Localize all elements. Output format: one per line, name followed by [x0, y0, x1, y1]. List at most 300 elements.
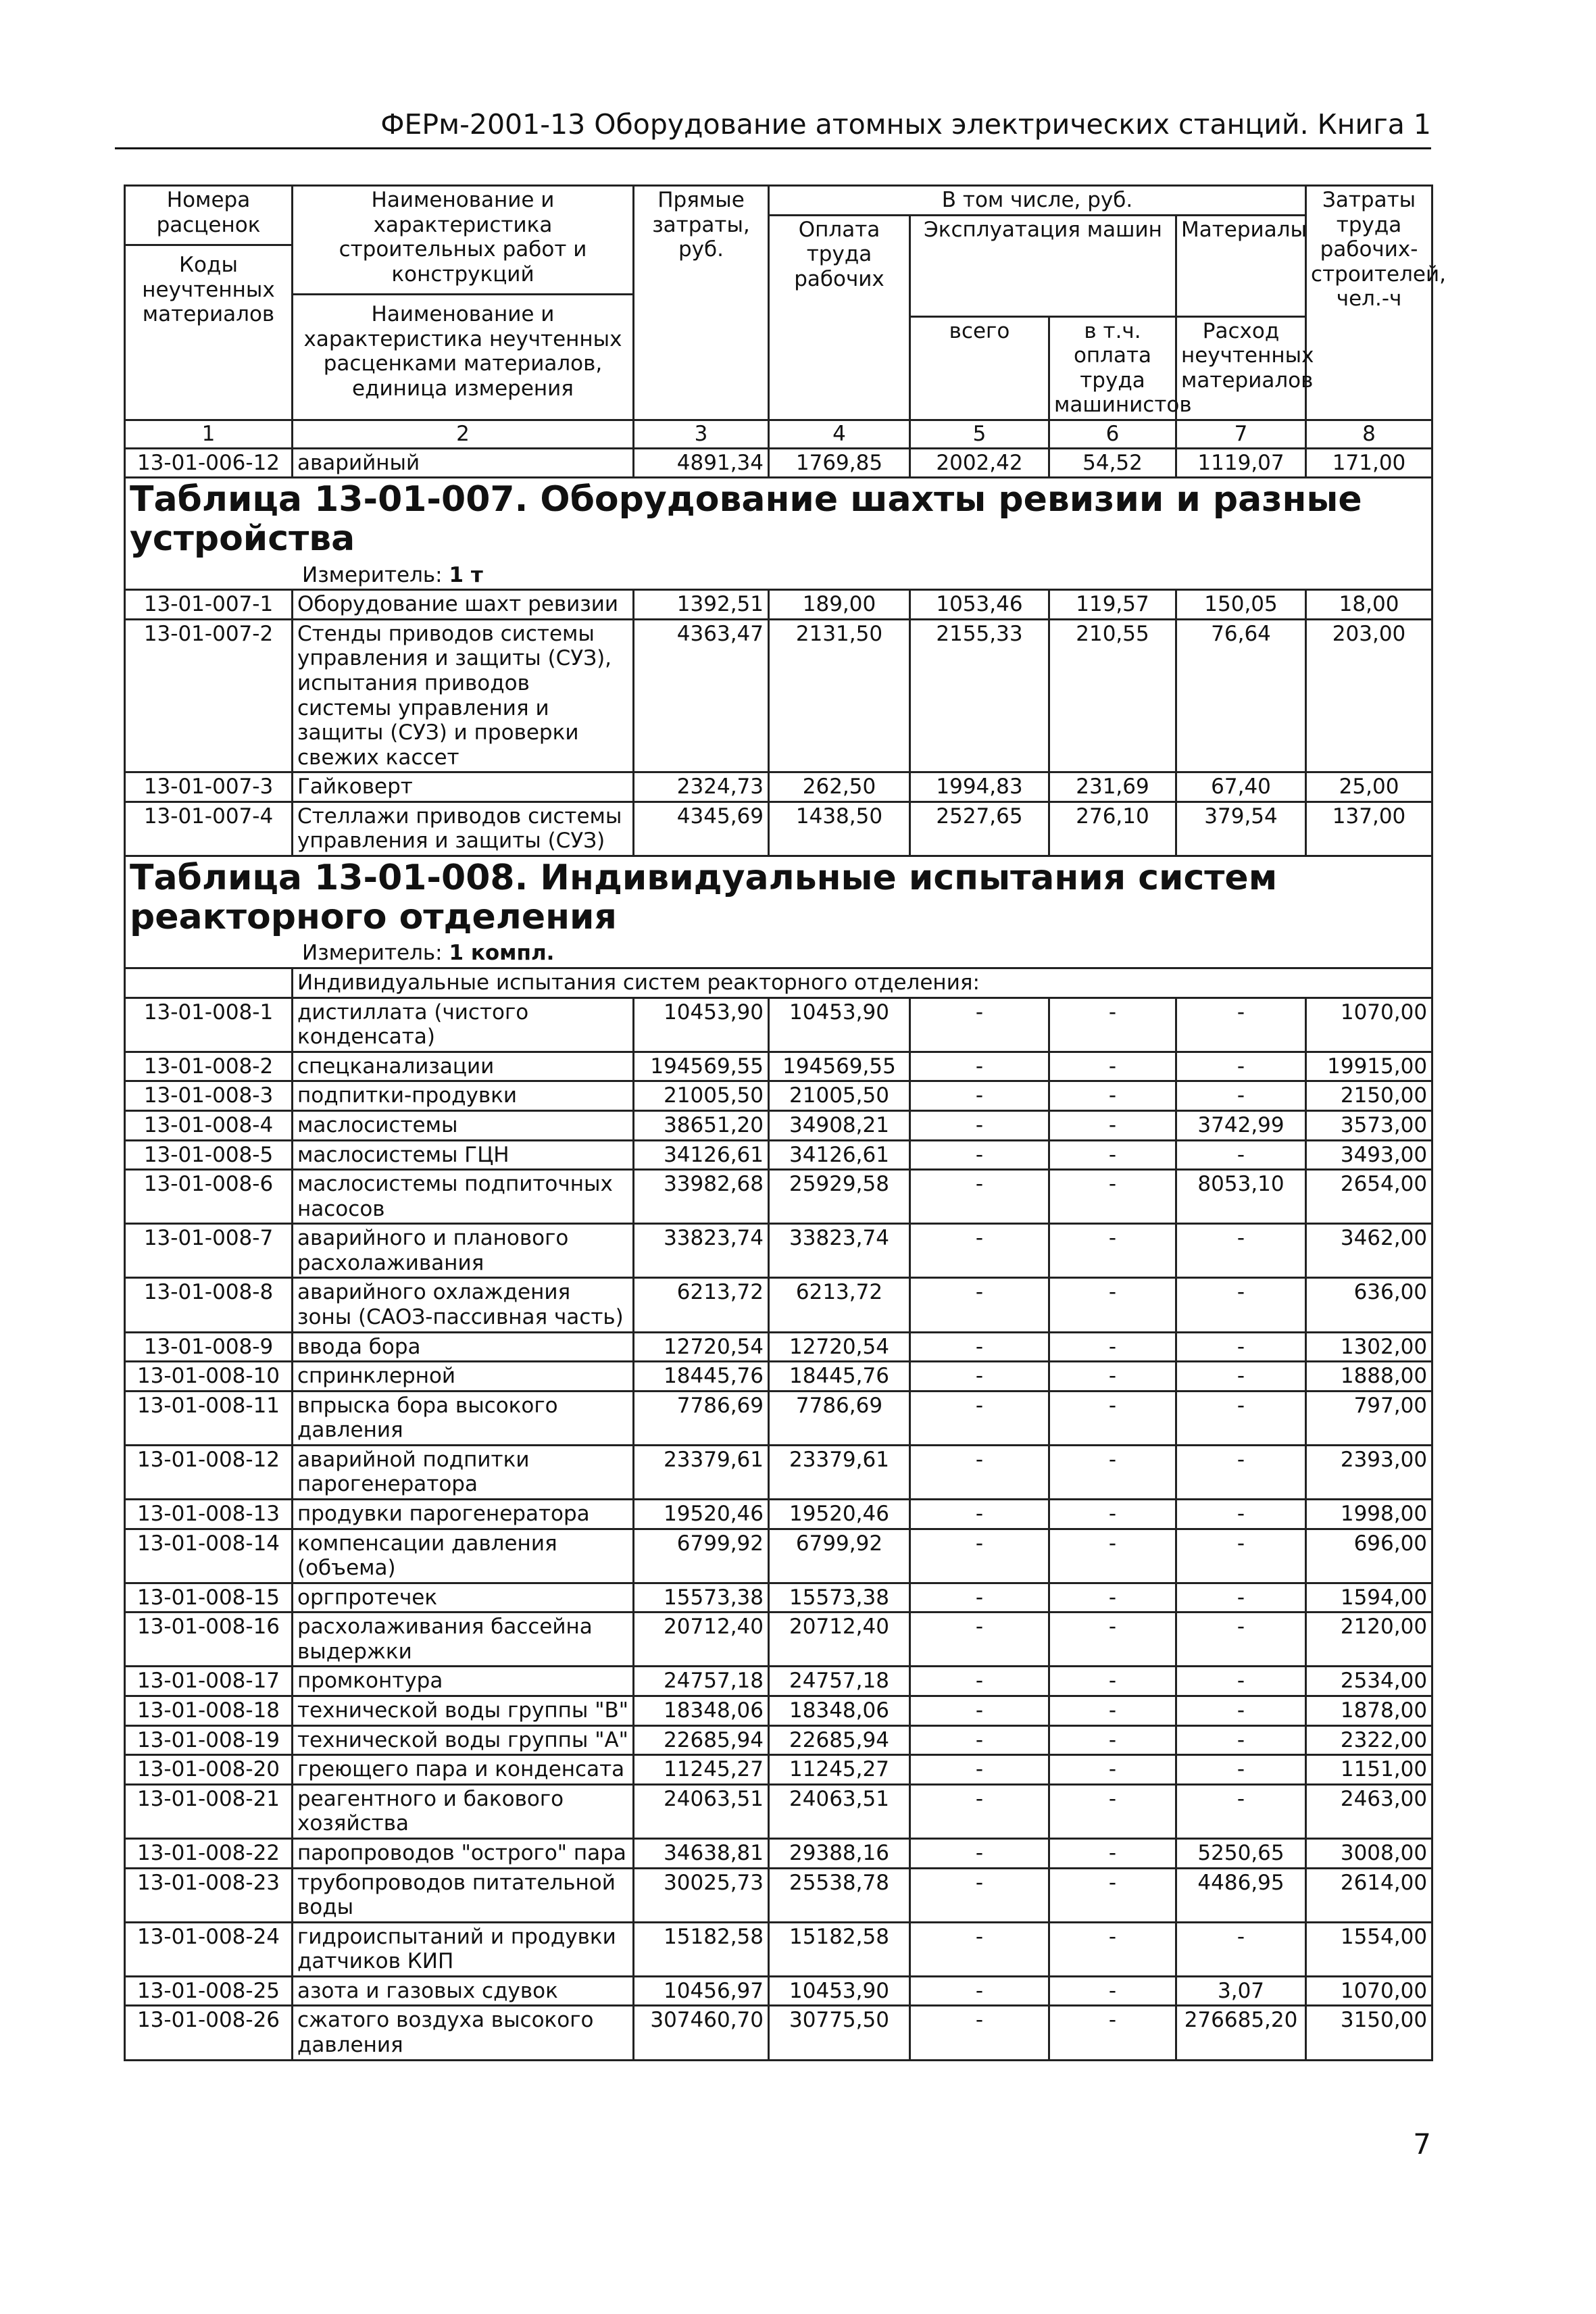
rate-name: сжатого воздуха высокого давления: [293, 2006, 634, 2060]
rate-code: 13-01-008-19: [125, 1725, 293, 1755]
rate-name: ввода бора: [293, 1332, 634, 1362]
labor-value: 3493,00: [1306, 1140, 1432, 1170]
table-row: [125, 1613, 1432, 1667]
machines-wages-value: -: [1049, 1725, 1176, 1755]
direct-costs-value: 20712,40: [634, 1613, 769, 1667]
direct-costs-value: 4891,34: [634, 448, 769, 478]
header-materials-consumption: Расход неучтенных материалов: [1176, 316, 1306, 420]
rate-code: 13-01-008-21: [125, 1784, 293, 1838]
machines-total-value: -: [910, 1140, 1049, 1170]
table-007-measure: [130, 563, 1427, 588]
table-row: [125, 1755, 1432, 1785]
machines-wages-value: 276,10: [1049, 802, 1176, 856]
machines-total-value: -: [910, 1391, 1049, 1445]
rate-name: маслосистемы: [293, 1110, 634, 1140]
table-008-title: Таблица 13-01-008. Индивидуальные испытания систем реакторного отделения: [130, 857, 1278, 938]
machines-total-value: -: [910, 1755, 1049, 1785]
table-row: [125, 998, 1432, 1052]
direct-costs-value: 6213,72: [634, 1278, 769, 1332]
machines-total-value: -: [910, 1613, 1049, 1667]
direct-costs-value: 2324,73: [634, 772, 769, 802]
rate-code: 13-01-008-10: [125, 1362, 293, 1392]
materials-value: -: [1176, 998, 1306, 1052]
table-row: [125, 1976, 1432, 2006]
materials-value: 76,64: [1176, 619, 1306, 772]
machines-total-value: -: [910, 1868, 1049, 1922]
wages-value: 30775,50: [769, 2006, 910, 2060]
rate-code: 13-01-008-17: [125, 1667, 293, 1696]
rate-code: 13-01-008-4: [125, 1110, 293, 1140]
machines-total-value: 2527,65: [910, 802, 1049, 856]
machines-wages-value: -: [1049, 1755, 1176, 1785]
header-machines-total: всего: [910, 316, 1049, 420]
table-007-caption-row: [125, 478, 1432, 590]
direct-costs-value: 38651,20: [634, 1110, 769, 1140]
materials-value: 5250,65: [1176, 1838, 1306, 1868]
rate-code: 13-01-008-16: [125, 1613, 293, 1667]
labor-value: 2654,00: [1306, 1170, 1432, 1224]
header-materials: Материалы: [1176, 215, 1306, 316]
labor-value: 2322,00: [1306, 1725, 1432, 1755]
labor-value: 3462,00: [1306, 1224, 1432, 1278]
table-row: [125, 590, 1432, 620]
table-row: [125, 1224, 1432, 1278]
measure-value: 1 компл.: [449, 941, 555, 966]
rate-code: 13-01-008-26: [125, 2006, 293, 2060]
header-material-codes: Коды неучтенных материалов: [142, 253, 275, 327]
table-row: [125, 2006, 1432, 2060]
table-row: [125, 1725, 1432, 1755]
wages-value: 1438,50: [769, 802, 910, 856]
rate-code: 13-01-008-12: [125, 1445, 293, 1499]
direct-costs-value: 30025,73: [634, 1868, 769, 1922]
header-including: В том числе, руб.: [769, 186, 1306, 216]
materials-value: -: [1176, 1922, 1306, 1976]
materials-value: -: [1176, 1784, 1306, 1838]
column-number: 6: [1049, 420, 1176, 449]
direct-costs-value: 21005,50: [634, 1081, 769, 1111]
table-row: [125, 802, 1432, 856]
wages-value: 2131,50: [769, 619, 910, 772]
machines-total-value: -: [910, 1170, 1049, 1224]
rate-code: 13-01-008-24: [125, 1922, 293, 1976]
machines-total-value: -: [910, 1362, 1049, 1392]
rate-code: 13-01-008-8: [125, 1278, 293, 1332]
labor-value: 2150,00: [1306, 1081, 1432, 1111]
materials-value: -: [1176, 1583, 1306, 1613]
rate-code: 13-01-008-13: [125, 1500, 293, 1529]
rate-name: маслосистемы ГЦН: [293, 1140, 634, 1170]
labor-value: 797,00: [1306, 1391, 1432, 1445]
column-number: 2: [293, 420, 634, 449]
wages-value: 194569,55: [769, 1052, 910, 1081]
materials-value: -: [1176, 1140, 1306, 1170]
table-row: [125, 1052, 1432, 1081]
rate-name: впрыска бора высокого давления: [293, 1391, 634, 1445]
table-row: [125, 1667, 1432, 1696]
wages-value: 18445,76: [769, 1362, 910, 1392]
machines-total-value: -: [910, 1500, 1049, 1529]
rates-table: [124, 184, 1446, 2061]
labor-value: 1070,00: [1306, 1976, 1432, 2006]
rate-code: 13-01-008-11: [125, 1391, 293, 1445]
table-row: [125, 619, 1432, 772]
wages-value: 34908,21: [769, 1110, 910, 1140]
materials-value: 67,40: [1176, 772, 1306, 802]
labor-value: 2463,00: [1306, 1784, 1432, 1838]
labor-value: 1594,00: [1306, 1583, 1432, 1613]
measure-label: Измеритель:: [302, 941, 443, 966]
machines-total-value: -: [910, 1278, 1049, 1332]
table-row: [125, 1391, 1432, 1445]
wages-value: 33823,74: [769, 1224, 910, 1278]
direct-costs-value: 34126,61: [634, 1140, 769, 1170]
direct-costs-value: 33823,74: [634, 1224, 769, 1278]
rate-name: оргпротечек: [293, 1583, 634, 1613]
wages-value: 29388,16: [769, 1838, 910, 1868]
rate-name: греющего пара и конденсата: [293, 1755, 634, 1785]
rate-code: 13-01-008-1: [125, 998, 293, 1052]
machines-wages-value: -: [1049, 1362, 1176, 1392]
direct-costs-value: 7786,69: [634, 1391, 769, 1445]
materials-value: 3742,99: [1176, 1110, 1306, 1140]
direct-costs-value: 4345,69: [634, 802, 769, 856]
labor-value: 636,00: [1306, 1278, 1432, 1332]
rate-name: Стенды приводов системы управления и защиты (СУЗ), испытания приводов системы управления и защиты (СУЗ) и проверки свежих кассет: [293, 619, 634, 772]
machines-wages-value: -: [1049, 1613, 1176, 1667]
header-cell: [125, 186, 293, 420]
machines-total-value: -: [910, 1332, 1049, 1362]
table-row: [125, 1445, 1432, 1499]
labor-value: 3008,00: [1306, 1838, 1432, 1868]
materials-value: -: [1176, 1667, 1306, 1696]
rate-name: Гайковерт: [293, 772, 634, 802]
wages-value: 22685,94: [769, 1725, 910, 1755]
machines-wages-value: -: [1049, 1224, 1176, 1278]
direct-costs-value: 15573,38: [634, 1583, 769, 1613]
materials-value: 276685,20: [1176, 2006, 1306, 2060]
materials-value: -: [1176, 1224, 1306, 1278]
rate-code: 13-01-008-7: [125, 1224, 293, 1278]
wages-value: 189,00: [769, 590, 910, 620]
materials-value: -: [1176, 1362, 1306, 1392]
machines-wages-value: -: [1049, 1696, 1176, 1726]
table-row: [125, 1332, 1432, 1362]
page-number: 7: [1413, 2127, 1431, 2161]
wages-value: 23379,61: [769, 1445, 910, 1499]
column-number: 7: [1176, 420, 1306, 449]
header-materials-name: Наименование и характеристика неучтенных расценками материалов, единица измерения: [303, 302, 622, 401]
measure-value: 1 т: [449, 562, 483, 587]
materials-value: -: [1176, 1391, 1306, 1445]
rate-code: 13-01-008-2: [125, 1052, 293, 1081]
labor-value: 2614,00: [1306, 1868, 1432, 1922]
wages-value: 6213,72: [769, 1278, 910, 1332]
direct-costs-value: 4363,47: [634, 619, 769, 772]
machines-total-value: -: [910, 1052, 1049, 1081]
machines-total-value: -: [910, 1725, 1049, 1755]
direct-costs-value: 1392,51: [634, 590, 769, 620]
rate-name: трубопроводов питательной воды: [293, 1868, 634, 1922]
direct-costs-value: 10453,90: [634, 998, 769, 1052]
rate-code: 13-01-008-5: [125, 1140, 293, 1170]
machines-wages-value: -: [1049, 1922, 1176, 1976]
table-row: [125, 772, 1432, 802]
materials-value: -: [1176, 1755, 1306, 1785]
rate-code: 13-01-007-2: [125, 619, 293, 772]
rate-name: аварийного охлаждения зоны (САОЗ-пассивная часть): [293, 1278, 634, 1332]
wages-value: 25929,58: [769, 1170, 910, 1224]
wages-value: 7786,69: [769, 1391, 910, 1445]
machines-total-value: 2002,42: [910, 448, 1049, 478]
direct-costs-value: 12720,54: [634, 1332, 769, 1362]
machines-total-value: 2155,33: [910, 619, 1049, 772]
rate-name: азота и газовых сдувок: [293, 1976, 634, 2006]
header-direct-costs: Прямые затраты, руб.: [634, 186, 769, 420]
wages-value: 25538,78: [769, 1868, 910, 1922]
table-row: [125, 1362, 1432, 1392]
machines-wages-value: -: [1049, 1445, 1176, 1499]
machines-total-value: -: [910, 1667, 1049, 1696]
machines-total-value: -: [910, 1445, 1049, 1499]
wages-value: 19520,46: [769, 1500, 910, 1529]
machines-wages-value: -: [1049, 1667, 1176, 1696]
materials-value: -: [1176, 1725, 1306, 1755]
materials-value: -: [1176, 1529, 1306, 1583]
labor-value: 1302,00: [1306, 1332, 1432, 1362]
rate-code: 13-01-007-3: [125, 772, 293, 802]
rate-code: 13-01-008-18: [125, 1696, 293, 1726]
labor-value: 1070,00: [1306, 998, 1432, 1052]
wages-value: 21005,50: [769, 1081, 910, 1111]
machines-total-value: -: [910, 1696, 1049, 1726]
rate-code: 13-01-006-12: [125, 448, 293, 478]
rate-name: спринклерной: [293, 1362, 634, 1392]
rate-code: 13-01-008-20: [125, 1755, 293, 1785]
rate-name: промконтура: [293, 1667, 634, 1696]
machines-wages-value: -: [1049, 1500, 1176, 1529]
table-008-caption: [125, 856, 1432, 968]
machines-total-value: -: [910, 1976, 1049, 2006]
machines-total-value: -: [910, 1224, 1049, 1278]
column-number: 8: [1306, 420, 1432, 449]
labor-value: 137,00: [1306, 802, 1432, 856]
labor-value: 25,00: [1306, 772, 1432, 802]
wages-value: 11245,27: [769, 1755, 910, 1785]
group-title-row: [125, 968, 1432, 998]
rate-name: реагентного и бакового хозяйства: [293, 1784, 634, 1838]
materials-value: 379,54: [1176, 802, 1306, 856]
header-works-name: Наименование и характеристика строительных работ и конструкций: [339, 188, 587, 287]
rate-name: технической воды группы "А": [293, 1725, 634, 1755]
table-row: [125, 1081, 1432, 1111]
machines-wages-value: -: [1049, 1081, 1176, 1111]
machines-wages-value: -: [1049, 1170, 1176, 1224]
table-row: [125, 1583, 1432, 1613]
direct-costs-value: 33982,68: [634, 1170, 769, 1224]
rate-name: аварийный: [293, 448, 634, 478]
materials-value: -: [1176, 1052, 1306, 1081]
header-machines: Эксплуатация машин: [910, 215, 1176, 316]
machines-wages-value: -: [1049, 1976, 1176, 2006]
machines-wages-value: -: [1049, 1052, 1176, 1081]
table-row: [125, 1784, 1432, 1838]
wages-value: 12720,54: [769, 1332, 910, 1362]
table-row: [125, 1140, 1432, 1170]
direct-costs-value: 11245,27: [634, 1755, 769, 1785]
rate-name: аварийного и планового расхолаживания: [293, 1224, 634, 1278]
column-number: 1: [125, 420, 293, 449]
machines-total-value: -: [910, 1529, 1049, 1583]
materials-value: -: [1176, 1613, 1306, 1667]
labor-value: 1151,00: [1306, 1755, 1432, 1785]
rate-code: 13-01-008-25: [125, 1976, 293, 2006]
header-machines-wages: в т.ч. оплата труда машинистов: [1049, 316, 1176, 420]
group-title: Индивидуальные испытания систем реакторного отделения:: [293, 968, 1432, 998]
machines-total-value: -: [910, 1922, 1049, 1976]
rate-name: маслосистемы подпиточных насосов: [293, 1170, 634, 1224]
labor-value: 3573,00: [1306, 1110, 1432, 1140]
rate-code: 13-01-008-3: [125, 1081, 293, 1111]
machines-wages-value: -: [1049, 1391, 1176, 1445]
materials-value: 3,07: [1176, 1976, 1306, 2006]
machines-total-value: -: [910, 1838, 1049, 1868]
wages-value: 15182,58: [769, 1922, 910, 1976]
machines-wages-value: -: [1049, 1529, 1176, 1583]
materials-value: -: [1176, 1332, 1306, 1362]
direct-costs-value: 6799,92: [634, 1529, 769, 1583]
machines-wages-value: -: [1049, 1784, 1176, 1838]
rate-name: технической воды группы "В": [293, 1696, 634, 1726]
direct-costs-value: 18348,06: [634, 1696, 769, 1726]
rate-code: 13-01-008-22: [125, 1838, 293, 1868]
machines-wages-value: -: [1049, 1140, 1176, 1170]
machines-total-value: -: [910, 1784, 1049, 1838]
labor-value: 1878,00: [1306, 1696, 1432, 1726]
materials-value: -: [1176, 1445, 1306, 1499]
table-row: [125, 1170, 1432, 1224]
table-008-measure: [130, 941, 1427, 966]
machines-wages-value: -: [1049, 1332, 1176, 1362]
machines-total-value: 1994,83: [910, 772, 1049, 802]
direct-costs-value: 34638,81: [634, 1838, 769, 1868]
direct-costs-value: 19520,46: [634, 1500, 769, 1529]
labor-value: 1998,00: [1306, 1500, 1432, 1529]
materials-value: -: [1176, 1500, 1306, 1529]
labor-value: 18,00: [1306, 590, 1432, 620]
header-wages: Оплата труда рабочих: [769, 215, 910, 420]
rate-code: 13-01-008-9: [125, 1332, 293, 1362]
rate-name: гидроиспытаний и продувки датчиков КИП: [293, 1922, 634, 1976]
rate-name: Стеллажи приводов системы управления и защиты (СУЗ): [293, 802, 634, 856]
wages-value: 24757,18: [769, 1667, 910, 1696]
table-row: [125, 1110, 1432, 1140]
column-number: 5: [910, 420, 1049, 449]
wages-value: 34126,61: [769, 1140, 910, 1170]
materials-value: 150,05: [1176, 590, 1306, 620]
direct-costs-value: 22685,94: [634, 1725, 769, 1755]
labor-value: 19915,00: [1306, 1052, 1432, 1081]
rate-code: 13-01-008-6: [125, 1170, 293, 1224]
machines-wages-value: -: [1049, 1868, 1176, 1922]
direct-costs-value: 24757,18: [634, 1667, 769, 1696]
wages-value: 262,50: [769, 772, 910, 802]
machines-wages-value: -: [1049, 1838, 1176, 1868]
rate-code: 13-01-008-14: [125, 1529, 293, 1583]
wages-value: 20712,40: [769, 1613, 910, 1667]
direct-costs-value: 15182,58: [634, 1922, 769, 1976]
machines-wages-value: 231,69: [1049, 772, 1176, 802]
header-row-1: [125, 186, 1432, 216]
table-007-title: Таблица 13-01-007. Оборудование шахты ревизии и разные устройства: [130, 479, 1362, 560]
labor-value: 1554,00: [1306, 1922, 1432, 1976]
empty-cell: [125, 968, 293, 998]
page-header-title: ФЕРм-2001-13 Оборудование атомных электрических станций. Книга 1: [115, 108, 1431, 149]
rate-code: 13-01-007-1: [125, 590, 293, 620]
rate-name: дистиллата (чистого конденсата): [293, 998, 634, 1052]
wages-value: 6799,92: [769, 1529, 910, 1583]
wages-value: 18348,06: [769, 1696, 910, 1726]
labor-value: 696,00: [1306, 1529, 1432, 1583]
labor-value: 203,00: [1306, 619, 1432, 772]
materials-value: -: [1176, 1696, 1306, 1726]
table-row: [125, 1922, 1432, 1976]
rate-name: паропроводов "острого" пара: [293, 1838, 634, 1868]
rate-name: Оборудование шахт ревизии: [293, 590, 634, 620]
table-row: [125, 1696, 1432, 1726]
labor-value: 1888,00: [1306, 1362, 1432, 1392]
machines-total-value: -: [910, 1081, 1049, 1111]
rate-code: 13-01-008-23: [125, 1868, 293, 1922]
direct-costs-value: 23379,61: [634, 1445, 769, 1499]
wages-value: 15573,38: [769, 1583, 910, 1613]
table-row: [125, 1838, 1432, 1868]
direct-costs-value: 10456,97: [634, 1976, 769, 2006]
materials-value: 1119,07: [1176, 448, 1306, 478]
direct-costs-value: 194569,55: [634, 1052, 769, 1081]
rate-name: компенсации давления (объема): [293, 1529, 634, 1583]
rate-name: спецканализации: [293, 1052, 634, 1081]
labor-value: 2120,00: [1306, 1613, 1432, 1667]
table-row: [125, 1868, 1432, 1922]
machines-total-value: 1053,46: [910, 590, 1049, 620]
wages-value: 24063,51: [769, 1784, 910, 1838]
rate-name: подпитки-продувки: [293, 1081, 634, 1111]
labor-value: 171,00: [1306, 448, 1432, 478]
direct-costs-value: 18445,76: [634, 1362, 769, 1392]
column-number: 3: [634, 420, 769, 449]
rate-name: аварийной подпитки парогенератора: [293, 1445, 634, 1499]
materials-value: 4486,95: [1176, 1868, 1306, 1922]
direct-costs-value: 24063,51: [634, 1784, 769, 1838]
machines-wages-value: -: [1049, 1110, 1176, 1140]
machines-wages-value: 210,55: [1049, 619, 1176, 772]
materials-value: -: [1176, 1278, 1306, 1332]
machines-wages-value: -: [1049, 2006, 1176, 2060]
table-row: [125, 1278, 1432, 1332]
column-numbers-row: [125, 420, 1432, 449]
header-rate-numbers: Номера расценок: [156, 188, 261, 237]
table-row: [125, 448, 1432, 478]
table-row: [125, 1500, 1432, 1529]
wages-value: 10453,90: [769, 1976, 910, 2006]
wages-value: 10453,90: [769, 998, 910, 1052]
labor-value: 2393,00: [1306, 1445, 1432, 1499]
machines-total-value: -: [910, 1583, 1049, 1613]
column-number: 4: [769, 420, 910, 449]
rate-name: расхолаживания бассейна выдержки: [293, 1613, 634, 1667]
rate-code: 13-01-008-15: [125, 1583, 293, 1613]
